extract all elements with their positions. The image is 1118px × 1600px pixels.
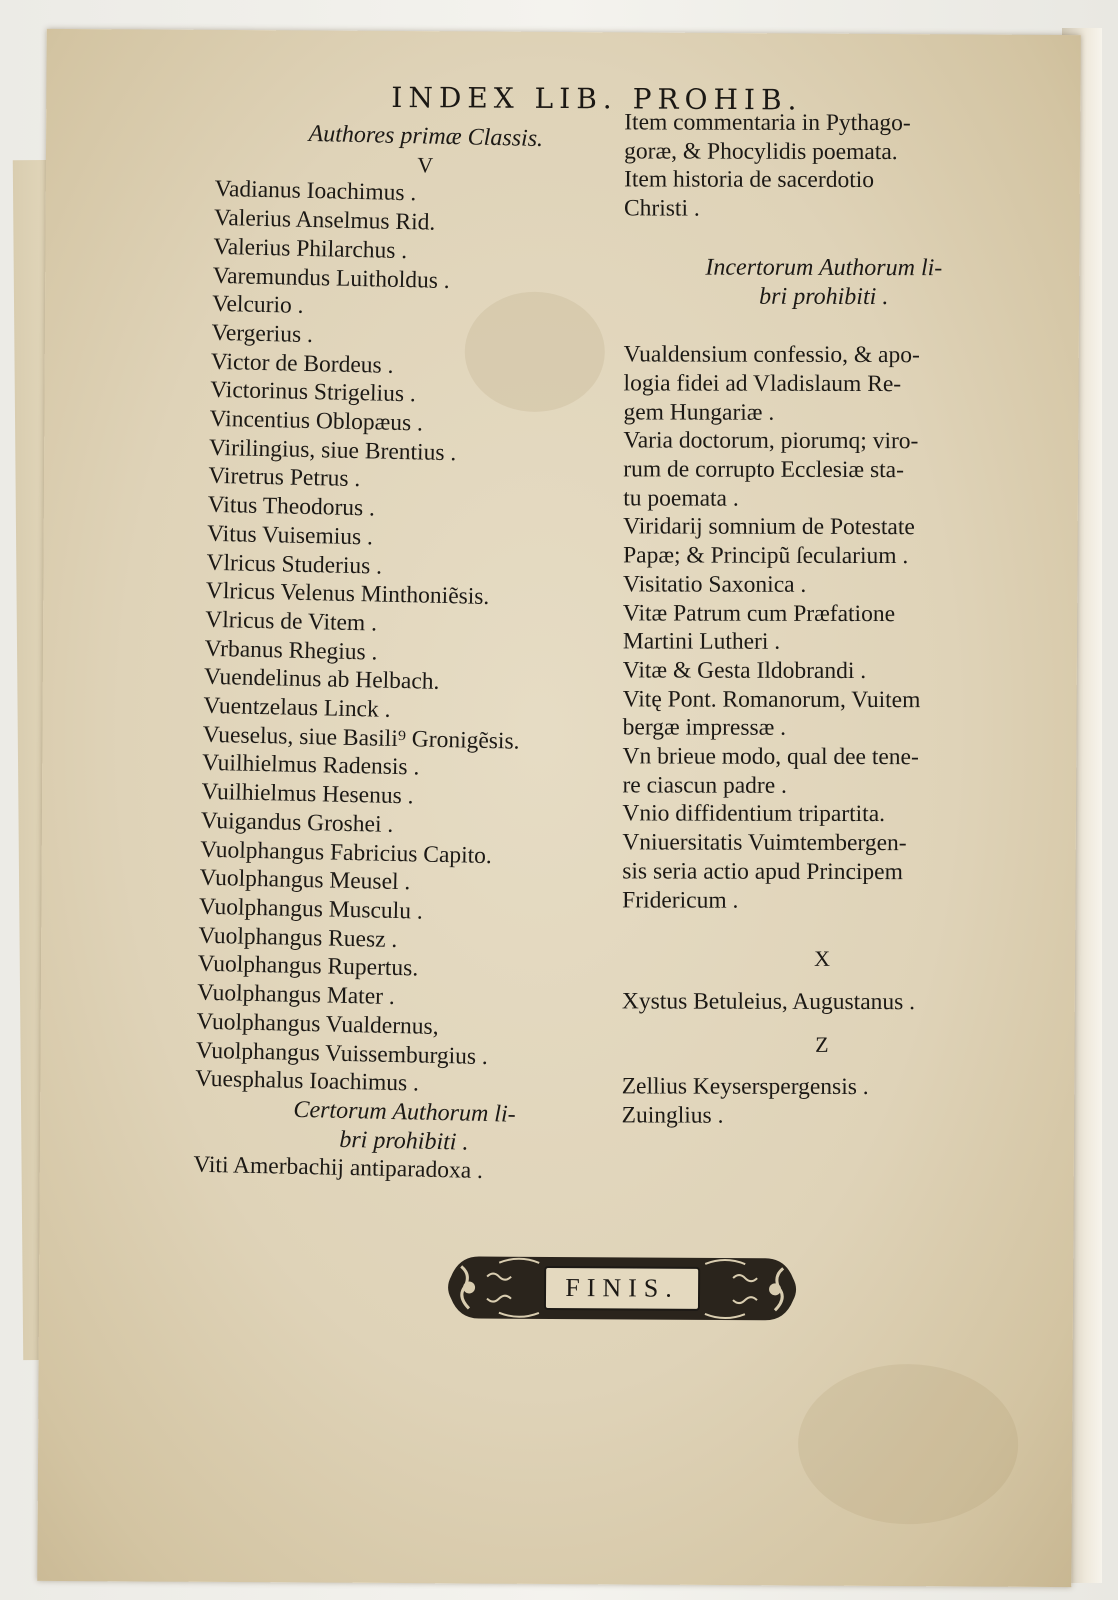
author-list — [195, 175, 635, 1102]
list-item: Vuolphangus Ruesz . — [198, 922, 398, 953]
colophon-finis: FINIS. — [565, 1273, 679, 1303]
spacer — [624, 223, 1024, 254]
spacer — [624, 311, 1024, 342]
list-item: Vuolphangus Mater . — [196, 979, 396, 1011]
list-item: logia fidei ad Vladislaum Re- — [623, 370, 902, 398]
list-item: Vn brieue modo, qual dee tene- — [622, 743, 919, 771]
paper-stain — [798, 1363, 1019, 1524]
list-item: Xystus Betuleius, Augustanus . — [621, 988, 916, 1016]
list-item: Christi . — [623, 195, 700, 222]
list-item: Vuolphangus Vuissemburgius . — [195, 1037, 489, 1070]
list-item: Fridericum . — [622, 886, 739, 914]
incertorum-list — [622, 341, 1024, 916]
list-item: Zuinglius . — [621, 1102, 724, 1129]
spacer — [622, 1059, 1022, 1074]
list-item: re ciascun padre . — [622, 772, 787, 799]
letter-heading-x: X — [814, 946, 831, 972]
list-item: Vuilhielmus Hesenus . — [201, 778, 414, 810]
spacer — [622, 973, 1022, 988]
list-item: Vuilhielmus Radensis . — [201, 750, 420, 781]
list-item: Vuigandus Groshei . — [200, 807, 394, 838]
list-item: rum de corrupto Ecclesiæ sta- — [623, 456, 904, 484]
list-item: Vitus Vuisemius . — [206, 520, 374, 551]
list-item: Vuolphangus Fabricius Capito. — [199, 836, 493, 869]
list-item: gem Hungariæ . — [623, 399, 775, 426]
finis-ornament — [439, 1246, 805, 1330]
list-item: Vuolphangus Meusel . — [199, 864, 411, 896]
list-item: Vitus Theodorus . — [207, 491, 376, 522]
list-item: Victor de Bordeus . — [210, 348, 394, 379]
section-heading-certorum-line-2: bri prohibiti . — [339, 1126, 469, 1156]
list-item: bergæ impressæ . — [622, 714, 787, 742]
section-heading-incertorum-line-1: Incertorum Authorum li- — [705, 254, 943, 282]
list-item: Martini Lutheri . — [622, 628, 781, 656]
list-item: Visitatio Saxonica . — [622, 571, 807, 598]
spacer — [622, 1016, 1022, 1031]
list-item: Papæ; & Principũ ſecularium . — [623, 542, 909, 570]
list-item: Varia doctorum, piorumq; viro- — [623, 427, 919, 455]
list-item: Vualdensium confessio, & apo- — [623, 341, 920, 369]
list-item: Vnio diffidentium tripartita. — [622, 800, 886, 828]
running-head: INDEX LIB. PROHIB. — [391, 80, 803, 117]
book-page — [37, 29, 1080, 1587]
list-item: Zellius Keyserspergensis . — [621, 1073, 869, 1101]
list-item: Viridarij somnium de Potestate — [623, 513, 915, 541]
list-item: Vitæ Patrum cum Præfatione — [622, 599, 896, 627]
spacer — [622, 915, 1022, 946]
list-item: Vuolphangus Vualdernus, — [196, 1008, 439, 1040]
list-item: Viti Amerbachij antiparadoxa . — [193, 1151, 484, 1185]
letter-heading-z: Z — [815, 1031, 829, 1057]
list-item: Item historia de sacerdotio — [624, 166, 875, 194]
list-item: Virilingius, siue Brentius . — [208, 434, 457, 466]
list-item: Vuendelinus ab Helbach. — [203, 664, 440, 696]
list-item: Vuolphangus Rupertus. — [197, 951, 419, 982]
letter-heading-v: V — [417, 151, 434, 178]
list-item: Vergerius . — [211, 319, 314, 348]
list-item: Vadianus Ioachimus . — [214, 176, 417, 207]
list-item: Victorinus Strigelius . — [209, 377, 417, 408]
list-item: Vlricus de Vitem . — [204, 606, 378, 637]
list-item: Vniuersitatis Vuimtembergen- — [622, 829, 907, 857]
item-commentaria-block — [624, 108, 1024, 224]
list-item: Vrbanus Rhegius . — [204, 635, 378, 666]
left-column — [193, 118, 636, 1189]
list-item: Vitæ & Gesta Ildobrandi . — [622, 657, 867, 684]
list-item: Vuentzelaus Linck . — [203, 692, 391, 723]
list-item: Valerius Anselmus Rid. — [213, 204, 436, 236]
list-item: Varemundus Luitholdus . — [212, 262, 450, 294]
list-item: Vuesphalus Ioachimus . — [194, 1065, 420, 1097]
list-item: Vuolphangus Musculu . — [198, 893, 424, 925]
list-item: Vueselus, siue Basili⁹ Gronigẽsis. — [202, 721, 520, 755]
list-item: sis seria actio apud Principem — [622, 858, 903, 885]
list-item: Valerius Philarchus . — [213, 233, 408, 264]
section-heading-certorum-line-1: Certorum Authorum li- — [293, 1096, 516, 1128]
list-item: Vitę Pont. Romanorum, Vuitem — [622, 686, 921, 713]
list-item: Viretrus Petrus . — [208, 463, 361, 493]
right-column — [622, 108, 1025, 1131]
list-item: goræ, & Phocylidis poemata. — [624, 138, 898, 165]
list-item: tu poemata . — [623, 485, 739, 512]
list-item: Vincentius Oblopæus . — [209, 405, 424, 437]
list-item: Item commentaria in Pythago- — [624, 109, 911, 137]
section-heading-incertorum-line-2: bri prohibiti . — [759, 283, 889, 310]
list-item: Vlricus Velenus Minthoniẽsis. — [205, 578, 490, 611]
list-item: Velcurio . — [211, 291, 304, 320]
list-item: Vlricus Studerius . — [206, 549, 383, 580]
section-heading-prima-classis: Authores primæ Classis. — [308, 120, 544, 153]
